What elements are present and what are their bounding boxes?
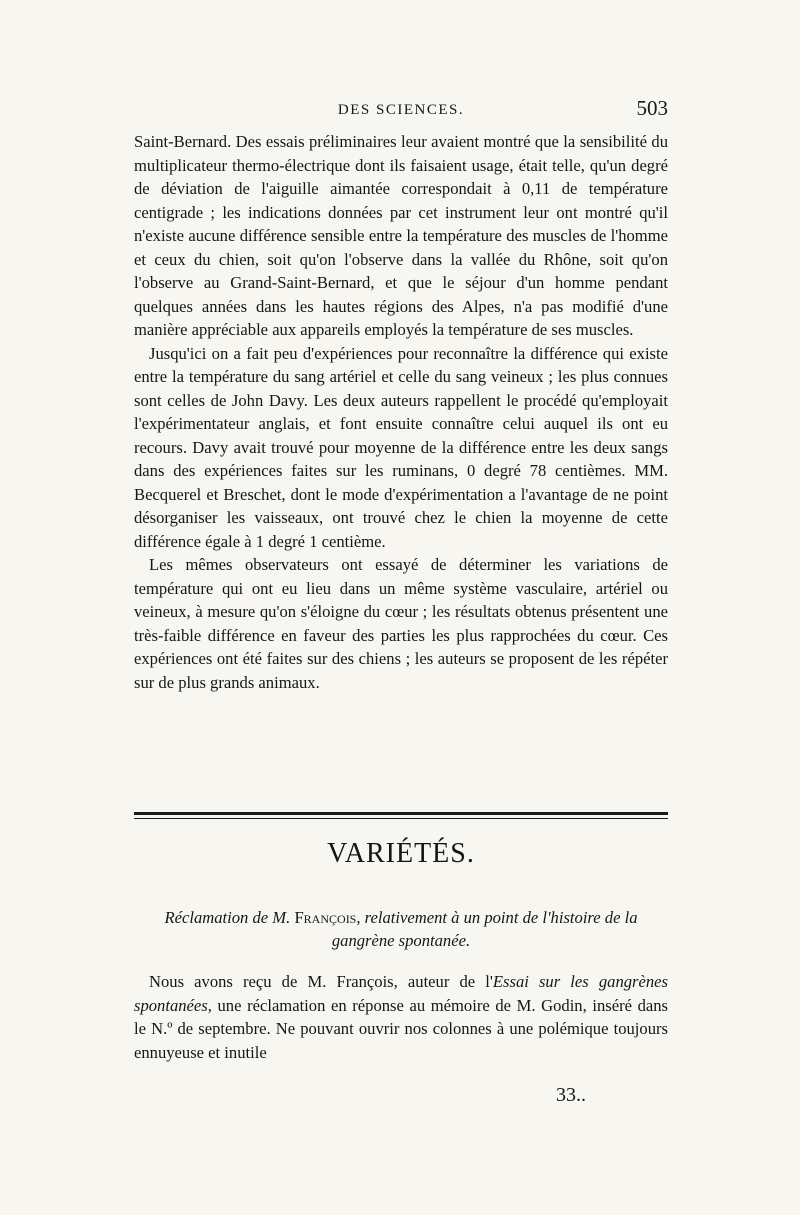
running-title: DES SCIENCES. (337, 102, 465, 118)
paragraph-1: Saint-Bernard. Des essais préliminaires leur avaient montré que la sensibilité du multiplicateur thermo-électrique dont ils faisaient usage, était telle, qu'un degré de déviation de l'aiguille aimantée correspondait à 0,11 de température centigrade ; les indications données par cet instrument leur ont montré qu'il n'existe aucune différence sensible entre la température des muscles de l'homme et ceux du chien, soit qu'on l'observe dans la vallée du Rhône, soit qu'on l'observe au Grand-Saint-Bernard, et que le séjour d'un homme pendant quelques années dans les hautes régions des Alpes, n'a pas modifié d'une manière appréciable aux appareils employés la température de ses muscles. (134, 132, 668, 339)
subhead-name: François (294, 908, 357, 927)
section-subhead (134, 906, 668, 952)
signature-mark: 33.. (556, 1084, 586, 1106)
paragraph-4-start: Nous avons reçu de M. François, auteur de l' (149, 972, 493, 991)
section-title: VARIÉTÉS. (327, 838, 475, 869)
running-head (134, 96, 668, 124)
paragraph-3: Les mêmes observateurs ont essayé de déterminer les variations de température qui ont eu lieu dans un même système vasculaire, artériel ou veineux, à mesure qu'on s'éloigne du cœur ; les résultats obtenus présentent une très-faible différence en faveur des parties les plus rapprochées du cœur. Ces expériences ont été faites sur des chiens ; les auteurs se proposent de les répéter sur de plus grands animaux. (134, 555, 668, 692)
subhead-prefix: Réclamation de M. (164, 908, 291, 927)
variety-text (134, 970, 668, 1064)
main-text (134, 130, 668, 694)
book-title: Essai sur les gangrènes spontanées (134, 972, 668, 1015)
paragraph-4-end: , une réclamation en réponse au mémoire de M. Godin, inséré dans le N.º de septembre. Ne pouvant ouvrir nos colonnes à une polémique toujours ennuyeuse et inutile (134, 995, 668, 1062)
paragraph-4 (134, 970, 668, 1064)
paragraph-2: Jusqu'ici on a fait peu d'expériences pour reconnaître la différence qui existe entre la température du sang artériel et celle du sang veineux ; les plus connues sont celles de John Davy. Les deux auteurs rappellent le procédé qu'employait l'expérimentateur anglais, et font ensuite connaître celui auquel ils ont eu recours. Davy avait trouvé pour moyenne de la différence entre les deux sangs dans des expériences faites sur les ruminans, 0 degré 78 centièmes. MM. Becquerel et Breschet, dont le mode d'expérimentation a l'avantage de ne point désorganiser les vaisseaux, ont trouvé chez le chien la moyenne de cette différence égale à 1 degré 1 centième. (134, 343, 668, 551)
page-number: 503 (636, 96, 668, 120)
section-divider (134, 812, 668, 819)
subhead-rest: , relativement à un point de l'histoire de la gangrène spontanée. (331, 908, 638, 950)
